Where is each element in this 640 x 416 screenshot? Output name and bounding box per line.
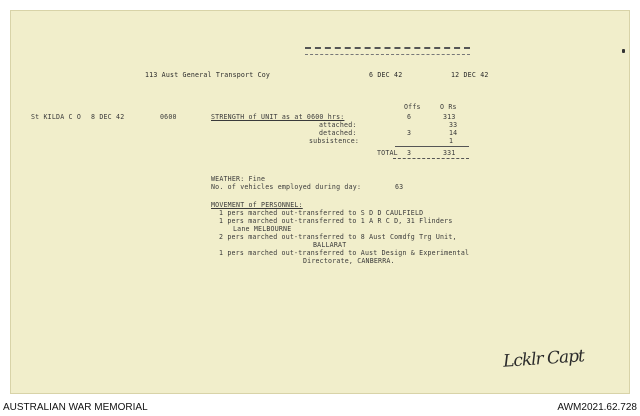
vehicles-value: 63: [395, 183, 404, 191]
row-1-ors: 33: [449, 121, 458, 129]
movement-line: BALLARAT: [313, 241, 347, 249]
footer-archive: AUSTRALIAN WAR MEMORIAL: [3, 402, 148, 413]
movement-line: Directorate, CANBERRA.: [303, 257, 395, 265]
total-label: TOTAL: [377, 149, 398, 157]
row-2-ors: 14: [449, 129, 458, 137]
vehicles-label: No. of vehicles employed during day:: [211, 183, 362, 191]
signature: Lcklr Capt: [502, 346, 585, 372]
movement-line: 2 pers marched out-transferred to 8 Aust Comdfg Trg Unit,: [219, 233, 457, 241]
row-2-label: detached:: [319, 129, 357, 137]
ink-mark: [622, 49, 625, 53]
entry-date: 8 DEC 42: [91, 113, 125, 121]
movement-line: 1 pers marched out-transferred to 1 A R C D, 31 Flinders: [219, 217, 453, 225]
total-ors: 331: [443, 149, 456, 157]
redacted-heading: [305, 47, 470, 55]
row-1-label: attached:: [319, 121, 357, 129]
entry-time: 0600: [160, 113, 177, 121]
total-offrs: 3: [407, 149, 412, 157]
row-2-offrs: 3: [407, 129, 412, 137]
total-rule: [395, 146, 469, 147]
movement-line: 1 pers marched out-transferred to Aust Design & Experimental: [219, 249, 470, 257]
unit-name: 113 Aust General Transport Coy: [145, 71, 271, 79]
col-ors-header: O Rs: [440, 103, 457, 111]
col-offrs-header: Offs: [404, 103, 421, 111]
date-to: 12 DEC 42: [451, 71, 489, 79]
entry-place: St KILDA C O: [31, 113, 82, 121]
row-0-ors: 313: [443, 113, 456, 121]
footer-accession: AWM2021.62.728: [557, 402, 637, 413]
row-0-offrs: 6: [407, 113, 412, 121]
movement-line: Lane MELBOURNE: [233, 225, 292, 233]
document-page: [10, 10, 630, 394]
date-from: 6 DEC 42: [369, 71, 403, 79]
movement-heading: MOVEMENT of PERSONNEL:: [211, 201, 303, 209]
movement-line: 1 pers marched out-transferred to S D D CAULFIELD: [219, 209, 424, 217]
weather: WEATHER: Fine: [211, 175, 266, 183]
row-3-label: subsistence:: [309, 137, 360, 145]
strength-label: STRENGTH of UNIT as at 0600 hrs:: [211, 113, 345, 121]
total-double-rule: [393, 158, 469, 159]
row-3-ors: 1: [449, 137, 454, 145]
